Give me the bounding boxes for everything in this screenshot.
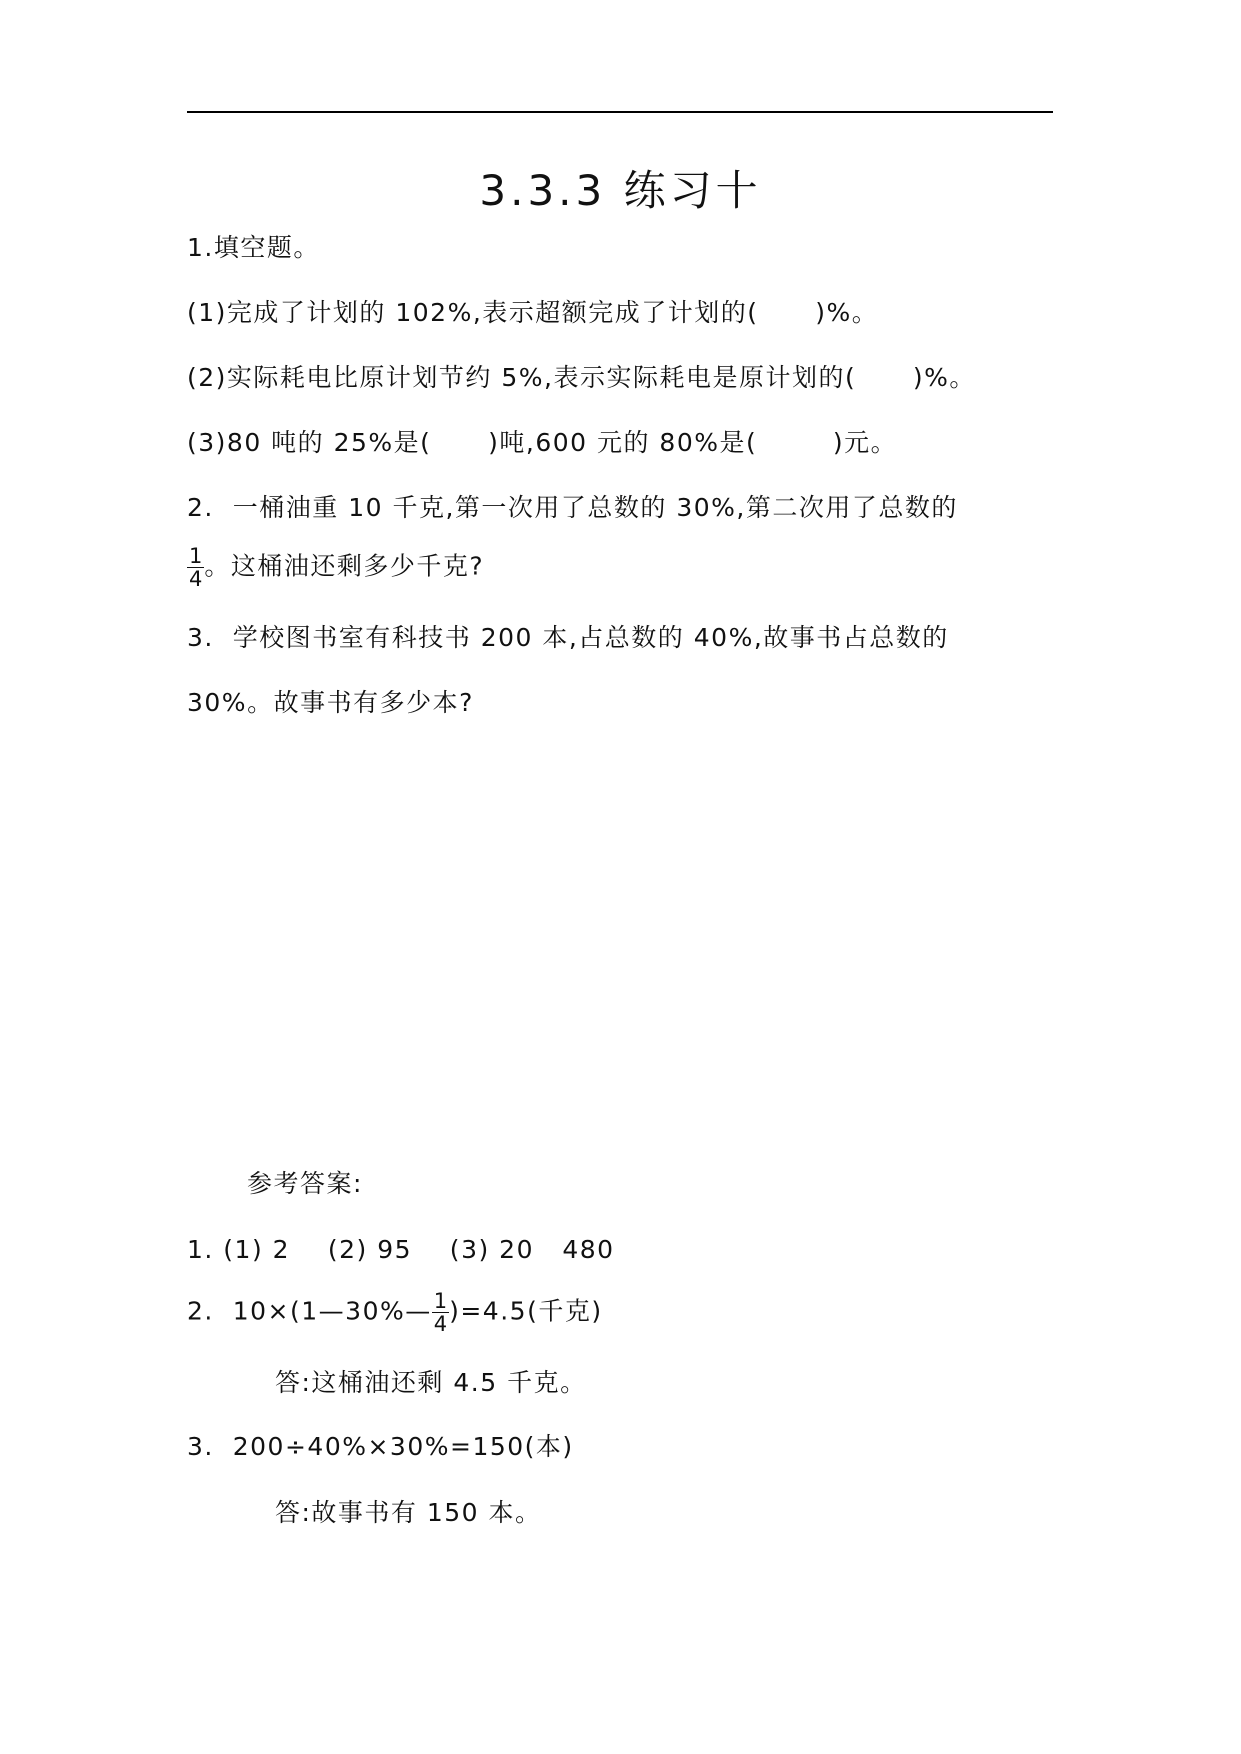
answer-3: 3. 200÷40%×30%=150(本) <box>187 1432 574 1461</box>
page-title: 3.3.3 练习十 <box>479 166 762 215</box>
question-1-item-2: (2)实际耗电比原计划节约 5%,表示实际耗电是原计划的( )%。 <box>187 363 976 392</box>
fraction-numerator: 1 <box>189 544 203 568</box>
question-1-item-1: (1)完成了计划的 102%,表示超额完成了计划的( )%。 <box>187 298 879 327</box>
answers-heading: 参考答案: <box>247 1169 363 1198</box>
answer-1: 1. (1) 2 (2) 95 (3) 20 480 <box>187 1235 615 1264</box>
answer-3-reply: 答:故事书有 150 本。 <box>275 1498 542 1527</box>
question-2-line-2 <box>187 545 484 590</box>
answer-2 <box>187 1290 603 1335</box>
question-3-line-1: 3. 学校图书室有科技书 200 本,占总数的 40%,故事书占总数的 <box>187 623 949 652</box>
answer-2-reply: 答:这桶油还剩 4.5 千克。 <box>275 1368 587 1397</box>
question-1-heading: 1.填空题。 <box>187 233 320 262</box>
header-rule <box>187 111 1053 113</box>
question-1-item-3: (3)80 吨的 25%是( )吨,600 元的 80%是( )元。 <box>187 428 898 457</box>
question-2-fraction <box>187 545 204 590</box>
question-3-line-2: 30%。故事书有多少本? <box>187 688 474 717</box>
question-2-line-1: 2. 一桶油重 10 千克,第一次用了总数的 30%,第二次用了总数的 <box>187 493 958 522</box>
answer-2-suffix: )=4.5(千克) <box>449 1296 603 1326</box>
answer-2-prefix: 2. 10×(1—30%— <box>187 1296 432 1326</box>
fraction-denominator: 4 <box>189 567 203 591</box>
fraction-numerator: 1 <box>433 1289 448 1313</box>
fraction-denominator: 4 <box>433 1312 448 1336</box>
question-2-text: 。这桶油还剩多少千克? <box>204 551 485 581</box>
answer-2-fraction <box>432 1290 449 1335</box>
